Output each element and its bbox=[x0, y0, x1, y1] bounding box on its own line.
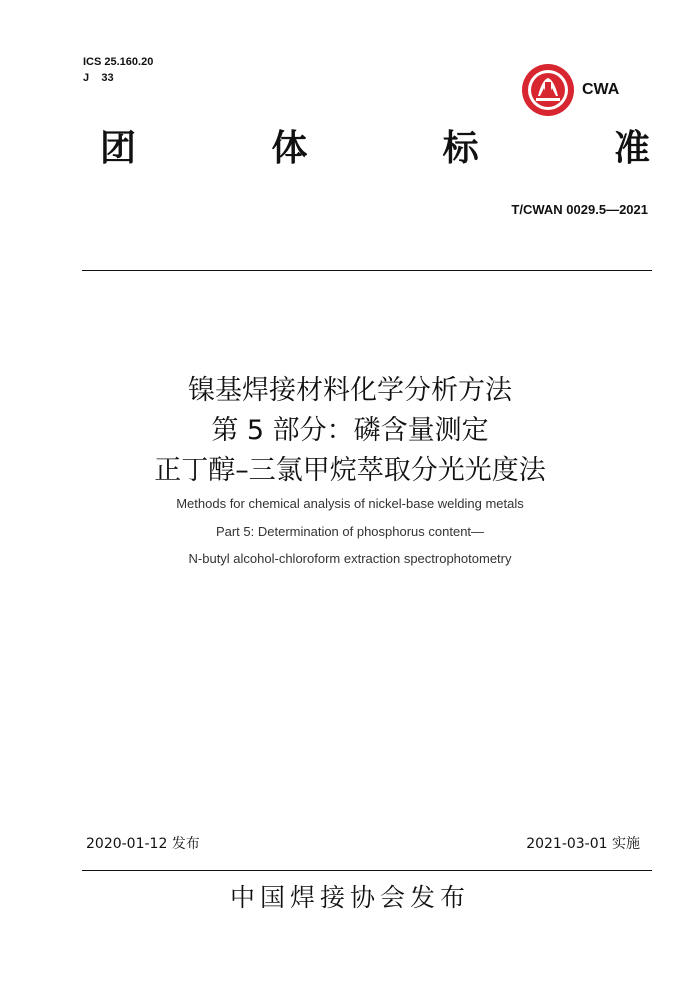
ccs-code: J 33 bbox=[83, 72, 114, 84]
ics-code: ICS 25.160.20 bbox=[83, 56, 154, 68]
title-cn-line-2: 第 5 部分：磷含量测定 bbox=[211, 415, 489, 446]
standard-number: T/CWAN 0029.5—2021 bbox=[511, 202, 648, 217]
title-en-line-2: Part 5: Determination of phosphorus content— bbox=[215, 524, 485, 539]
title-cn-line-1: 镍基焊接材料化学分析方法 bbox=[188, 375, 512, 406]
standard-type-char: 体 bbox=[271, 127, 308, 169]
title-cn-line-3: 正丁醇–三氯甲烷萃取分光光度法 bbox=[154, 455, 546, 486]
standard-type-char: 标 bbox=[442, 127, 479, 169]
logo-text: CWA bbox=[582, 81, 620, 98]
title-en-line-3: N-butyl alcohol-chloroform extraction spectrophotometry bbox=[188, 551, 512, 566]
cwa-logo-icon bbox=[520, 62, 576, 118]
issue-date: 2020-01-12 发布 bbox=[86, 836, 200, 852]
classification-codes bbox=[83, 54, 153, 86]
top-divider bbox=[82, 270, 652, 271]
bottom-divider bbox=[82, 870, 652, 871]
standard-type bbox=[100, 126, 650, 170]
implementation-date: 2021-03-01 实施 bbox=[526, 836, 640, 852]
standard-type-char: 准 bbox=[613, 127, 650, 169]
title-en-line-1: Methods for chemical analysis of nickel-base welding metals bbox=[176, 496, 524, 511]
publisher: 中国焊接协会发布 bbox=[229, 883, 470, 912]
standard-type-char: 团 bbox=[100, 127, 137, 169]
